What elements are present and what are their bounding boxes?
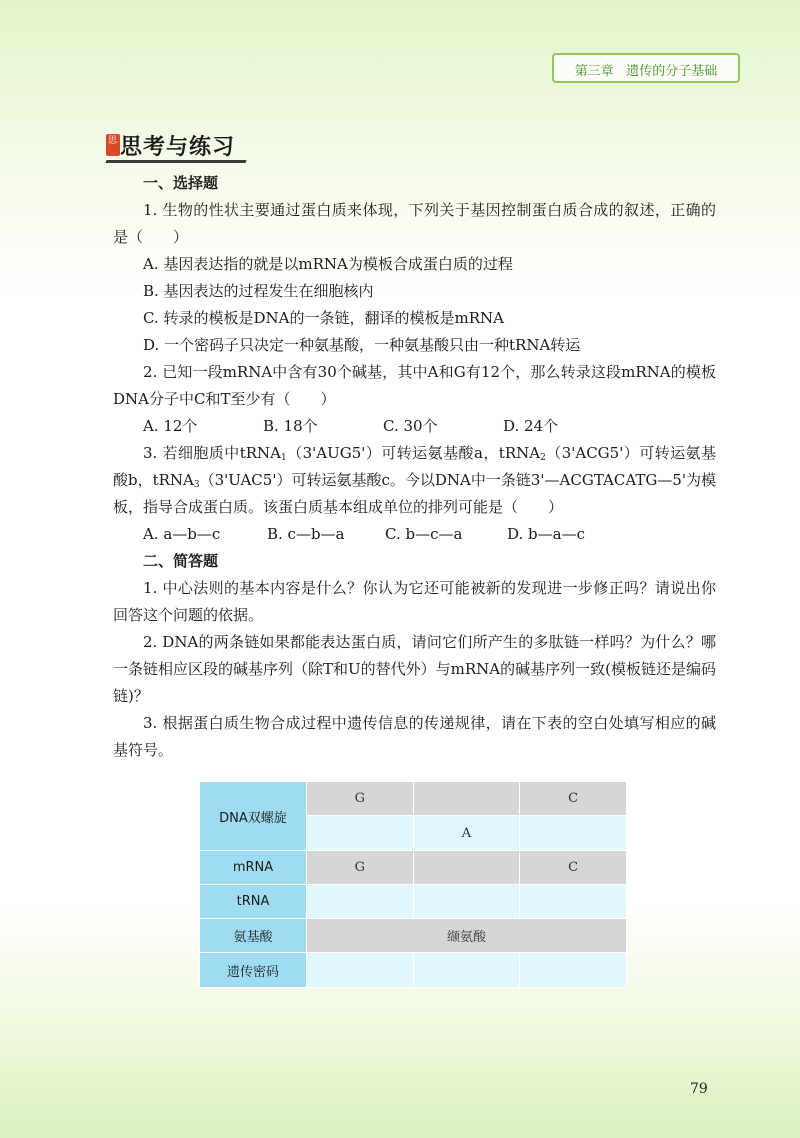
codon-c2 (413, 953, 520, 988)
q3-stem (113, 440, 716, 521)
q1-option-a: A. 基因表达指的就是以mRNA为模板合成蛋白质的过程 (143, 255, 513, 273)
section-banner (106, 128, 246, 162)
q1-option-d: D. 一个密码子只决定一种氨基酸，一种氨基酸只由一种tRNA转运 (143, 336, 581, 354)
q3-stem-b: （3'AUG5'）可转运氨基酸a，tRNA (286, 444, 541, 462)
q2-option-d: D. 24个 (503, 417, 559, 435)
trna-c1 (307, 885, 414, 919)
dna-r1-c1: G (307, 782, 414, 816)
codon-c3 (520, 953, 627, 988)
label-mrna: mRNA (200, 851, 307, 885)
banner-glyph: 思 (108, 136, 118, 146)
q3-stem-c: （3'ACG5'）可转运氨基酸b，tRNA (113, 444, 716, 489)
q3-stem-d: （3'UAC5'）可转运氨基酸c。今以DNA中一条链3'—ACGTACATG—5'为模板，指导合成蛋白质。该蛋白质基本组成单位的排列可能是（ ） (113, 471, 716, 516)
dna-r2-c1 (307, 816, 414, 851)
mrna-c3: C (520, 851, 627, 885)
label-amino: 氨基酸 (200, 919, 307, 953)
part1-heading: 一、选择题 (143, 174, 219, 192)
trna-c2 (413, 885, 520, 919)
exercise-content (113, 170, 716, 764)
mrna-c2 (413, 851, 520, 885)
chapter-header-text: 第三章 遗传的分子基础 (574, 64, 718, 79)
page-number: 79 (690, 1081, 708, 1097)
trna-c3 (520, 885, 627, 919)
q2-stem: 2. 已知一段mRNA中含有30个碱基，其中A和G有12个，那么转录这段mRNA的模板DNA分子中C和T至少有（ ） (113, 363, 716, 408)
q2-option-c: C. 30个 (383, 417, 438, 435)
label-trna: tRNA (200, 885, 307, 919)
mrna-c1: G (307, 851, 414, 885)
q3-option-c: C. b—c—a (385, 525, 463, 543)
section-title: 思考与练习 (120, 135, 236, 160)
label-dna: DNA双螺旋 (200, 782, 307, 851)
genetic-info-table (199, 781, 627, 988)
dna-r2-c3 (520, 816, 627, 851)
dna-r1-c2 (413, 782, 520, 816)
q1-stem: 1. 生物的性状主要通过蛋白质来体现，下列关于基因控制蛋白质合成的叙述，正确的是（ ） (113, 201, 716, 246)
amino-value: 缬氨酸 (307, 919, 627, 953)
q3-sub-3: 3 (193, 480, 200, 490)
q3-sub-2: 2 (540, 453, 546, 463)
part2-heading: 二、简答题 (143, 552, 219, 570)
short-q2: 2. DNA的两条链如果都能表达蛋白质，请问它们所产生的多肽链一样吗？为什么？哪一条链相应区段的碱基序列（除T和U的替代外）与mRNA的碱基序列一致(模板链还是编码链)？ (113, 633, 716, 705)
q2-options (113, 413, 716, 440)
q2-option-a: A. 12个 (143, 417, 198, 435)
banner-underline (105, 160, 246, 163)
chapter-header (552, 53, 740, 83)
q3-sub-1: 1 (281, 453, 287, 463)
label-codon: 遗传密码 (200, 953, 307, 988)
banner-bar-icon (106, 134, 120, 156)
q1-option-b: B. 基因表达的过程发生在细胞核内 (143, 282, 374, 300)
short-q1: 1. 中心法则的基本内容是什么？你认为它还可能被新的发现进一步修正吗？请说出你回答这个问题的依据。 (113, 579, 716, 624)
codon-c1 (307, 953, 414, 988)
q3-options (113, 521, 716, 548)
dna-r2-c2: A (413, 816, 520, 851)
q1-option-c: C. 转录的模板是DNA的一条链，翻译的模板是mRNA (143, 309, 504, 327)
short-q3: 3. 根据蛋白质生物合成过程中遗传信息的传递规律，请在下表的空白处填写相应的碱基符号。 (113, 714, 716, 759)
q3-stem-a: 3. 若细胞质中tRNA (143, 444, 282, 462)
q2-option-b: B. 18个 (263, 417, 318, 435)
q3-option-a: A. a—b—c (143, 525, 221, 543)
q3-option-d: D. b—a—c (507, 525, 585, 543)
dna-r1-c3: C (520, 782, 627, 816)
q3-option-b: B. c—b—a (267, 525, 345, 543)
